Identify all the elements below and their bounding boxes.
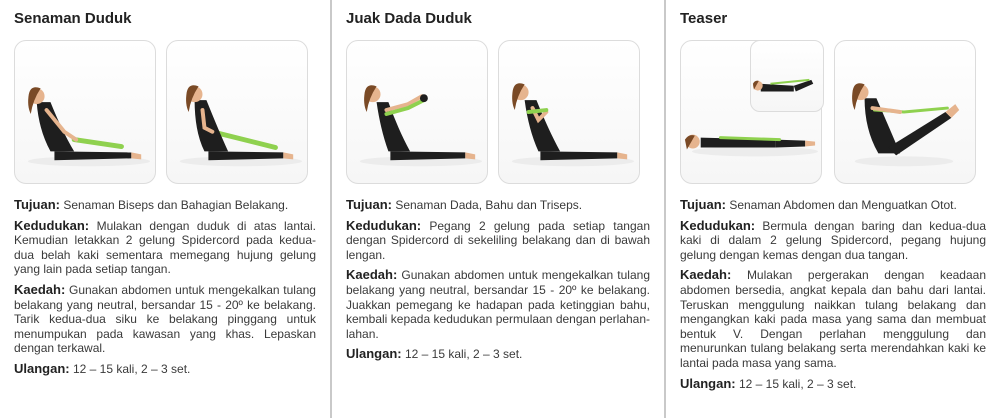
kedudukan-label: Kedudukan: [680, 217, 756, 233]
exercise-photo-start [14, 40, 156, 184]
ulangan-label: Ulangan: [680, 375, 736, 391]
kedudukan-paragraph [346, 219, 650, 263]
ulangan-text: 12 – 15 kali, 2 – 3 set. [404, 347, 523, 362]
tujuan-text: Senaman Abdomen dan Menguatkan Otot. [729, 198, 957, 212]
tujuan-paragraph [346, 198, 650, 213]
kaedah-paragraph [14, 283, 316, 356]
kedudukan-paragraph [14, 219, 316, 277]
exercise-photos [680, 40, 986, 186]
exercise-photos [346, 40, 650, 186]
exercise-title: Senaman Duduk [14, 10, 132, 27]
exercise-photo-start [346, 40, 488, 184]
exercise-panel-senaman-duduk [0, 0, 330, 418]
tujuan-text: Senaman Biseps dan Bahagian Belakang. [63, 198, 289, 212]
tujuan-label: Tujuan: [346, 197, 392, 212]
exercise-title: Teaser [680, 10, 728, 27]
kaedah-paragraph [680, 268, 986, 370]
ulangan-text: 12 – 15 kali, 2 – 3 set. [738, 376, 857, 391]
kaedah-label: Kaedah: [346, 267, 398, 283]
tujuan-paragraph [14, 198, 316, 213]
exercise-panel-juak-dada-duduk [332, 0, 664, 418]
exercise-photo-end [498, 40, 640, 184]
ulangan-label: Ulangan: [346, 346, 402, 362]
kaedah-label: Kaedah: [14, 281, 66, 297]
kaedah-text: Gunakan abdomen untuk mengekalkan tulang belakang yang neutral, bersandar 15 - 20º ke belakang. Tarik kedua-dua siku ke belakang pinggang untuk menumpukan pada kawasan yang khas. Lepaskan dengan terkawal. [14, 282, 316, 356]
tujuan-label: Tujuan: [680, 197, 726, 212]
tujuan-label: Tujuan: [14, 197, 60, 212]
kaedah-paragraph [346, 268, 650, 341]
exercise-panel-teaser [666, 0, 1000, 418]
kaedah-text: Mulakan pergerakan dengan keadaan abdomen bersedia, angkat kepala dan bahu dari lantai. Teruskan menggulung naikkan tulang belakang dan mengangkan kaki pada masa yang sama dan membuat bentuk V. Dengan perlahan menggulung dan menurunkan tulang belakang serta merendahkan kaki ke lantai pada masa yang sama. [680, 268, 986, 370]
kaedah-label: Kaedah: [680, 267, 732, 283]
tujuan-text: Senaman Dada, Bahu dan Triseps. [395, 198, 583, 212]
kedudukan-text: Mulakan dengan duduk di atas lantai. Kemudian letakkan 2 gelung Spidercord pada kedua-dua belah kaki sementara memegang hujung gelung yang lain pada setiap tangan. [14, 218, 317, 277]
ulangan-paragraph [680, 377, 986, 392]
exercise-photo-inset [750, 40, 824, 112]
kedudukan-label: Kedudukan: [14, 217, 90, 233]
tujuan-paragraph [680, 198, 986, 213]
kedudukan-text: Bermula dengan baring dan kedua-dua kaki di dalam 2 gelung Spidercord, pegang hujung gelung dengan kemas dengan dua tangan. [680, 218, 986, 262]
ulangan-paragraph [14, 362, 316, 377]
ulangan-label: Ulangan: [14, 360, 70, 376]
exercise-photo-end [166, 40, 308, 184]
ulangan-text: 12 – 15 kali, 2 – 3 set. [72, 361, 191, 376]
kedudukan-label: Kedudukan: [346, 217, 422, 233]
ulangan-paragraph [346, 347, 650, 362]
kedudukan-paragraph [680, 219, 986, 263]
exercise-photos [14, 40, 316, 186]
exercise-photo-v-shape [834, 40, 976, 184]
exercise-title: Juak Dada Duduk [346, 10, 472, 27]
kedudukan-text: Pegang 2 gelung pada setiap tangan dengan Spidercord di sekeliling belakang dan di bawah lengan. [346, 218, 650, 262]
kaedah-text: Gunakan abdomen untuk mengekalkan tulang belakang yang neutral, bersandar 15 - 20º ke belakang. Juakkan pemegang ke hadapan pada ketinggian bahu, kembali kepada kedudukan permulaan dengan perlahan-lahan. [346, 268, 650, 341]
